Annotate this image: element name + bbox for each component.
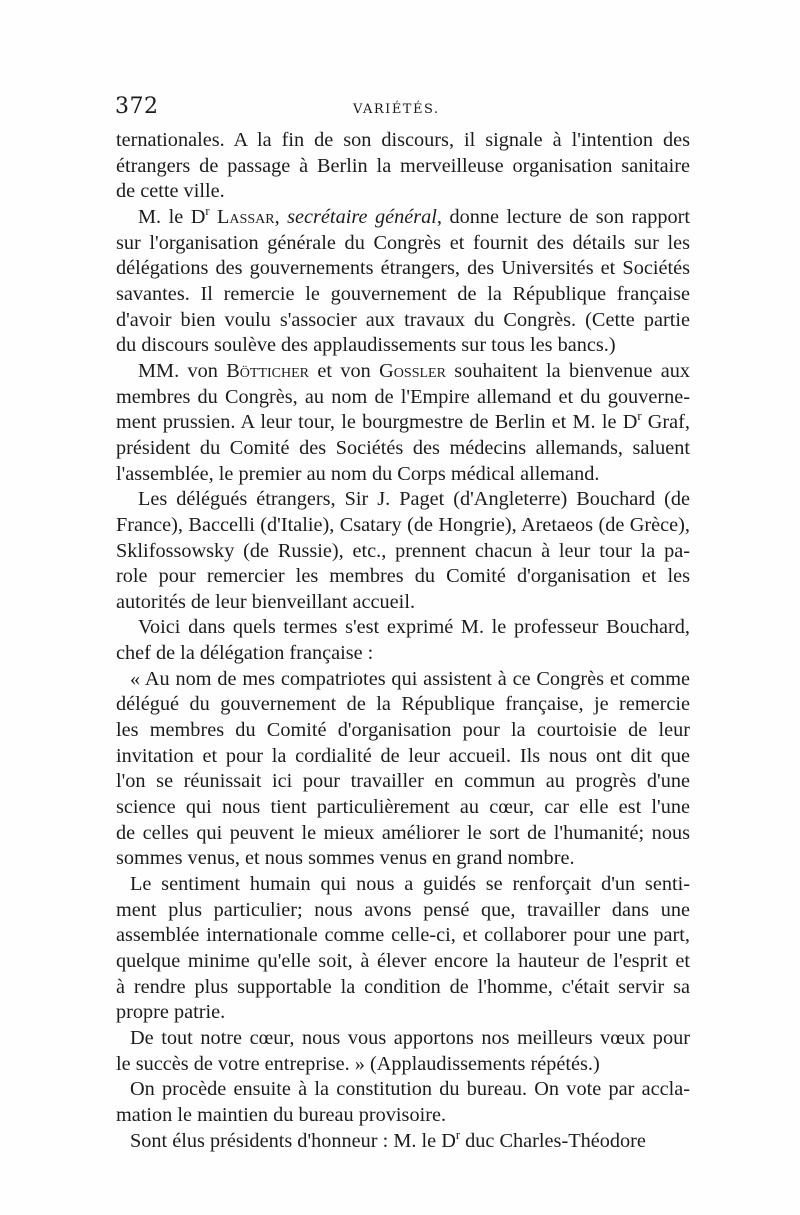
text-line <box>116 359 690 385</box>
styled-text: Bötticher <box>226 359 310 382</box>
text-segment: le succès de votre entreprise. » (Applaudissements répétés.) <box>116 1052 600 1075</box>
page-header <box>115 94 689 124</box>
text-segment: président du Comité des Sociétés des médecins allemands, saluent <box>116 436 690 459</box>
superscript: r <box>455 1128 461 1142</box>
text-segment: ternationales. A la fin de son discours, il signale à l'intention des <box>116 129 690 151</box>
text-segment: role pour remercier les membres du Comité d'organisation et les <box>116 565 690 588</box>
text-line <box>116 949 690 975</box>
text-segment: Le sentiment humain qui nous a guidés se renforçait d'un senti- <box>130 873 690 896</box>
text-line <box>116 154 690 180</box>
text-segment: De tout notre cœur, nous vous apportons nos meilleurs vœux pour <box>130 1026 690 1049</box>
text-segment: étrangers de passage à Berlin la merveilleuse organisation sanitaire <box>116 154 690 177</box>
text-segment: duc Charles-Théodore <box>460 1129 646 1152</box>
text-segment: Graf, <box>641 411 690 434</box>
styled-text: secrétaire général <box>287 205 437 228</box>
running-head: VARIÉTÉS. <box>353 102 440 117</box>
text-segment: les membres du Comité d'organisation pour la courtoisie de leur <box>116 719 690 742</box>
text-line <box>116 333 690 359</box>
text-line <box>116 487 690 513</box>
text-segment: On procède ensuite à la constitution du bureau. On vote par accla- <box>130 1078 690 1101</box>
text-line <box>116 718 690 744</box>
page-number: 372 <box>115 94 159 119</box>
text-segment: sommes venus, et nous sommes venus en grand nombre. <box>116 847 575 870</box>
text-segment: science qui nous tient particulièrement au cœur, car elle est l'une <box>116 796 690 819</box>
text-segment: M. le D <box>138 205 206 228</box>
text-segment: « Au nom de mes compatriotes qui assistent à ce Congrès et comme <box>130 667 690 690</box>
text-line <box>116 641 690 667</box>
text-line <box>116 744 690 770</box>
text-line <box>116 615 690 641</box>
text-line <box>116 436 690 462</box>
text-segment: MM. von <box>138 359 227 382</box>
text-line <box>116 128 690 154</box>
text-line <box>116 1000 690 1026</box>
text-segment: ment plus particulier; nous avons pensé que, travailler dans une <box>116 898 690 921</box>
text-line <box>116 205 690 231</box>
text-line <box>116 1129 690 1155</box>
text-line <box>116 1077 690 1103</box>
text-segment: délégations des gouvernements étrangers, des Universités et Sociétés <box>116 257 690 280</box>
text-segment: membres du Congrès, au nom de l'Empire allemand et du gouverne- <box>116 385 690 408</box>
text-line <box>116 282 690 308</box>
text-line <box>116 385 690 411</box>
text-segment: de cette ville. <box>116 180 225 203</box>
text-line <box>116 923 690 949</box>
text-segment: France), Baccelli (d'Italie), Csatary (de Hongrie), Aretaeos (de Grèce), <box>116 513 690 536</box>
text-line <box>116 256 690 282</box>
body-text <box>116 128 690 1154</box>
text-line <box>116 692 690 718</box>
text-line <box>116 1052 690 1078</box>
text-segment: propre patrie. <box>116 1001 226 1024</box>
text-segment: mation le maintien du bureau provisoire. <box>116 1103 447 1126</box>
text-line <box>116 590 690 616</box>
text-segment: Voici dans quels termes s'est exprimé M. le professeur Bouchard, <box>138 616 690 639</box>
text-segment: souhaitent la bienvenue aux <box>445 359 690 382</box>
superscript: r <box>205 204 210 219</box>
text-segment: ment prussien. A leur tour, le bourgmestre de Berlin et M. le D <box>116 411 638 434</box>
text-segment: assemblée internationale comme celle-ci, et collaborer pour une part, <box>116 924 690 947</box>
styled-text: Lassar <box>217 205 275 228</box>
text-segment: de celles qui peuvent le mieux améliorer le sort de l'humanité; nous <box>116 821 690 844</box>
text-segment: et von <box>309 359 380 382</box>
text-line <box>116 795 690 821</box>
styled-text: Gossler <box>379 359 446 382</box>
text-line <box>116 410 690 436</box>
text-segment: chef de la délégation française : <box>116 642 374 665</box>
text-line <box>116 898 690 924</box>
text-line <box>116 179 690 205</box>
text-segment: Sont élus présidents d'honneur : M. le D <box>130 1129 456 1152</box>
text-segment: sur l'organisation générale du Congrès et fournit des détails sur les <box>116 231 690 254</box>
text-line <box>116 975 690 1001</box>
text-segment: invitation et pour la cordialité de leur accueil. Ils nous ont dit que <box>116 744 690 767</box>
text-segment: autorités de leur bienveillant accueil. <box>116 590 416 613</box>
text-segment: l'on se réunissait ici pour travailler en commun au progrès d'une <box>116 770 690 793</box>
text-line <box>116 821 690 847</box>
text-segment <box>210 206 217 228</box>
superscript: r <box>637 410 642 424</box>
text-segment: d'avoir bien voulu s'associer aux travaux du Congrès. (Cette partie <box>116 308 690 331</box>
text-line <box>116 539 690 565</box>
text-segment: savantes. Il remercie le gouvernement de la République française <box>116 282 690 305</box>
text-line <box>116 769 690 795</box>
text-segment: , donne lecture de son rapport <box>436 205 690 228</box>
text-line <box>116 667 690 693</box>
text-line <box>116 462 690 488</box>
text-segment: Sklifossowsky (de Russie), etc., prennent chacun à leur tour la pa- <box>116 539 690 562</box>
text-segment: Les délégués étrangers, Sir J. Paget (d'Angleterre) Bouchard (de <box>138 488 690 511</box>
text-line <box>116 872 690 898</box>
text-segment: , <box>274 205 288 228</box>
text-line <box>116 1026 690 1052</box>
text-segment: délégué du gouvernement de la République française, je remercie <box>116 693 690 716</box>
text-segment: du discours soulève des applaudissements sur tous les bancs.) <box>116 334 616 357</box>
text-segment: l'assemblée, le premier au nom du Corps médical allemand. <box>116 462 600 485</box>
text-line <box>116 1103 690 1129</box>
text-line <box>116 846 690 872</box>
text-line <box>116 513 690 539</box>
text-line <box>116 308 690 334</box>
text-segment: à rendre plus supportable la condition de l'homme, c'était servir sa <box>116 975 690 998</box>
text-line <box>116 564 690 590</box>
text-segment: quelque minime qu'elle soit, à élever encore la hauteur de l'esprit et <box>116 950 690 972</box>
text-line <box>116 231 690 257</box>
